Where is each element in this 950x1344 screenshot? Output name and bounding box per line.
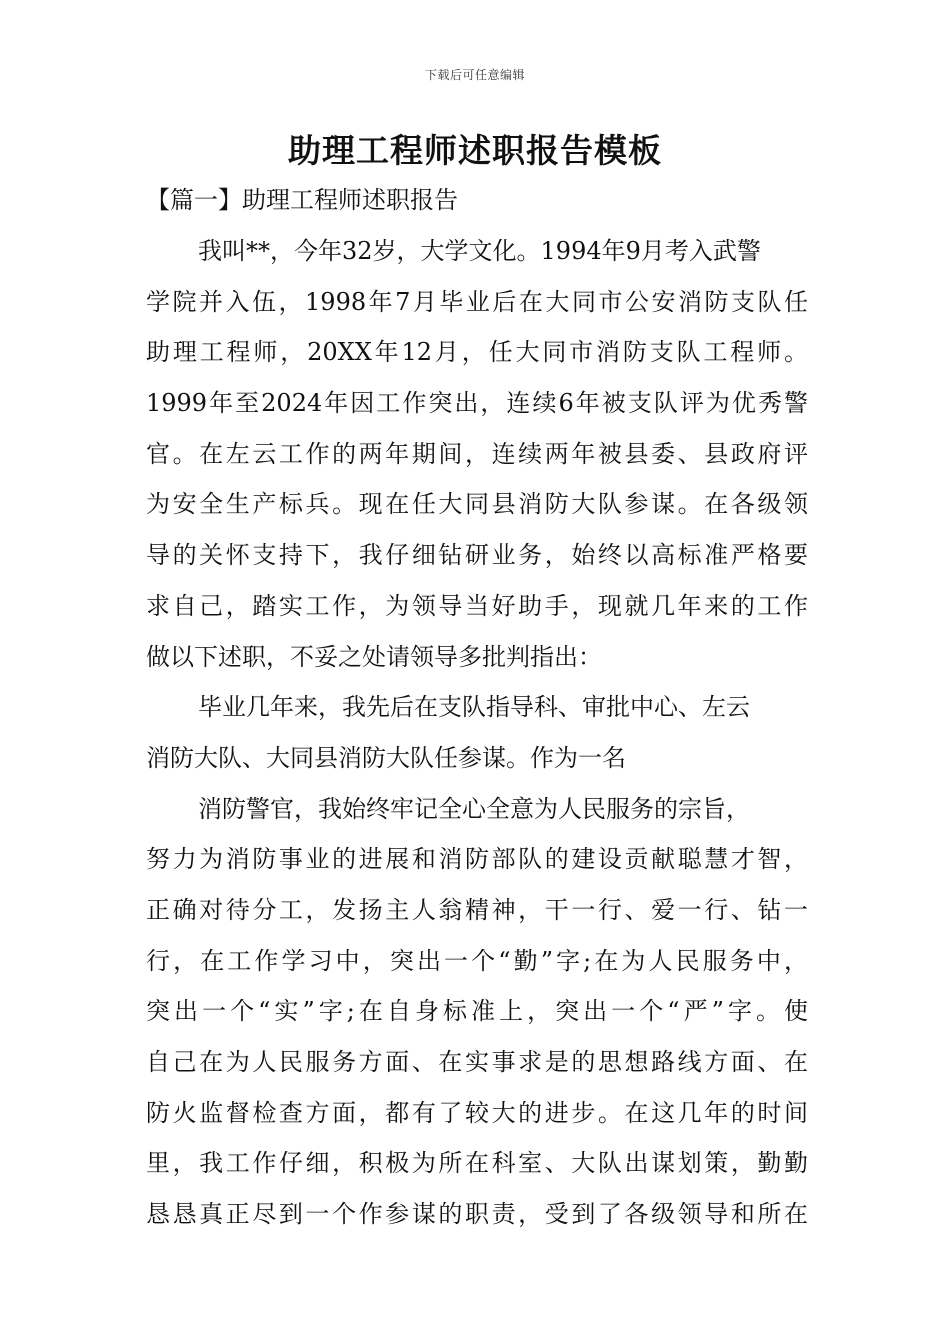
document-title: 助理工程师述职报告模板 [288,131,662,170]
paragraph-line: 助理工程师，20XX年12月，任大同市消防支队工程师。 [146,338,808,367]
section-heading: 【篇一】助理工程师述职报告 [146,186,458,214]
body-text [146,226,808,1240]
header-note: 下载后可任意编辑 [424,68,525,82]
paragraph-line: 求自己，踏实工作，为领导当好助手，现就几年来的工作 [146,591,808,620]
paragraph-line: 1999年至2024年因工作突出，连续6年被支队评为优秀警 [146,389,808,418]
paragraph-line: 官。在左云工作的两年期间，连续两年被县委、县政府评 [146,439,808,468]
paragraph-line: 防火监督检查方面，都有了较大的进步。在这几年的时间 [146,1098,808,1127]
paragraph-line: 导的关怀支持下，我仔细钻研业务，始终以高标准严格要 [146,541,808,570]
paragraph-line: 恳恳真正尽到一个作参谋的职责，受到了各级领导和所在 [146,1200,808,1229]
paragraph-line: 毕业几年来，我先后在支队指导科、审批中心、左云 [198,693,750,722]
paragraph-line: 行，在工作学习中，突出一个“勤”字;在为人民服务中， [146,946,808,975]
paragraph-line: 自己在为人民服务方面、在实事求是的思想路线方面、在 [146,1048,808,1076]
paragraph-line: 我叫**，今年32岁，大学文化。1994年9月考入武警 [198,237,761,265]
paragraph-line: 消防警官，我始终牢记全心全意为人民服务的宗旨， [198,794,750,823]
paragraph-line: 学院并入伍，1998年7月毕业后在大同市公安消防支队任 [146,287,808,316]
paragraph-line: 做以下述职，不妥之处请领导多批判指出： [146,642,602,671]
paragraph-line: 突出一个“实”字;在自身标准上，突出一个“严”字。使 [146,997,808,1026]
paragraph-line: 努力为消防事业的进展和消防部队的建设贡献聪慧才智， [146,845,808,874]
paragraph-line: 正确对待分工，发扬主人翁精神，干一行、爱一行、钻一 [146,895,808,924]
paragraph-line: 里，我工作仔细，积极为所在科室、大队出谋划策，勤勤 [146,1149,808,1178]
paragraph-line: 为安全生产标兵。现在任大同县消防大队参谋。在各级领 [146,490,808,519]
paragraph-line: 消防大队、大同县消防大队任参谋。作为一名 [146,743,626,772]
